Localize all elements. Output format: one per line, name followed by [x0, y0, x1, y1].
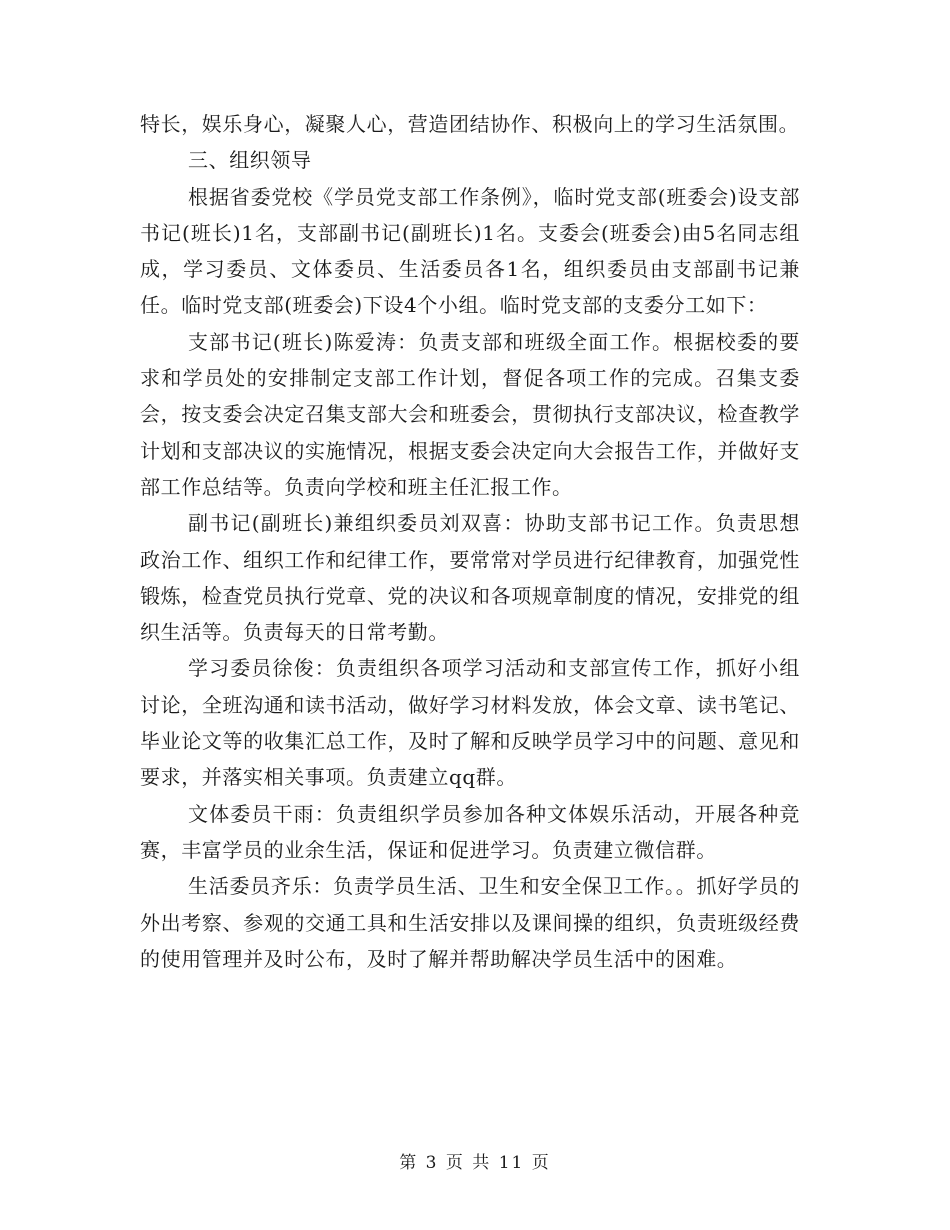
- paragraph-5: 副书记(副班长)兼组织委员刘双喜：协助支部书记工作。负责思想政治工作、组织工作和纪律工作，要常常对学员进行纪律教育，加强党性锻炼，检查党员执行党章、党的决议和各项规章制度的情况，安排党的组织生活等。负责每天的日常考勤。: [140, 511, 800, 645]
- paragraph-8: 生活委员齐乐：负责学员生活、卫生和安全保卫工作。。抓好学员的外出考察、参观的交通工具和生活安排以及课间操的组织，负责班级经费的使用管理并及时公布，及时了解并帮助解决学员生活中的困难。: [140, 874, 800, 971]
- paragraph-4: 支部书记(班长)陈爱涛：负责支部和班级全面工作。根据校委的要求和学员处的安排制定支部工作计划，督促各项工作的完成。召集支委会，按支委会决定召集支部大会和班委会，贯彻执行支部决议，检查教学计划和支部决议的实施情况，根据支委会决定向大会报告工作，并做好支部工作总结等。负责向学校和班主任汇报工作。: [140, 329, 800, 499]
- paragraph-3: 根据省委党校《学员党支部工作条例》，临时党支部(班委会)设支部书记(班长)1名，支部副书记(副班长)1名。支委会(班委会)由5名同志组成，学习委员、文体委员、生活委员各1名，组织委员由支部副书记兼任。临时党支部(班委会)下设4个小组。临时党支部的支委分工如下：: [140, 184, 800, 318]
- paragraph-1: 特长，娱乐身心，凝聚人心，营造团结协作、积极向上的学习生活氛围。: [140, 112, 800, 136]
- document-body: [140, 106, 800, 977]
- section-heading-organization: 三、组织领导: [188, 148, 312, 173]
- paragraph-6: 学习委员徐俊：负责组织各项学习活动和支部宣传工作，抓好小组讨论，全班沟通和读书活动，做好学习材料发放，体会文章、读书笔记、毕业论文等的收集汇总工作，及时了解和反映学员学习中的问题、意见和要求，并落实相关事项。负责建立qq群。: [140, 656, 800, 790]
- page-number-label: 第 3 页 共 11 页: [399, 1153, 551, 1173]
- paragraph-7: 文体委员干雨：负责组织学员参加各种文体娱乐活动，开展各种竞赛，丰富学员的业余生活，保证和促进学习。负责建立微信群。: [140, 801, 800, 862]
- page-footer: [0, 1148, 950, 1173]
